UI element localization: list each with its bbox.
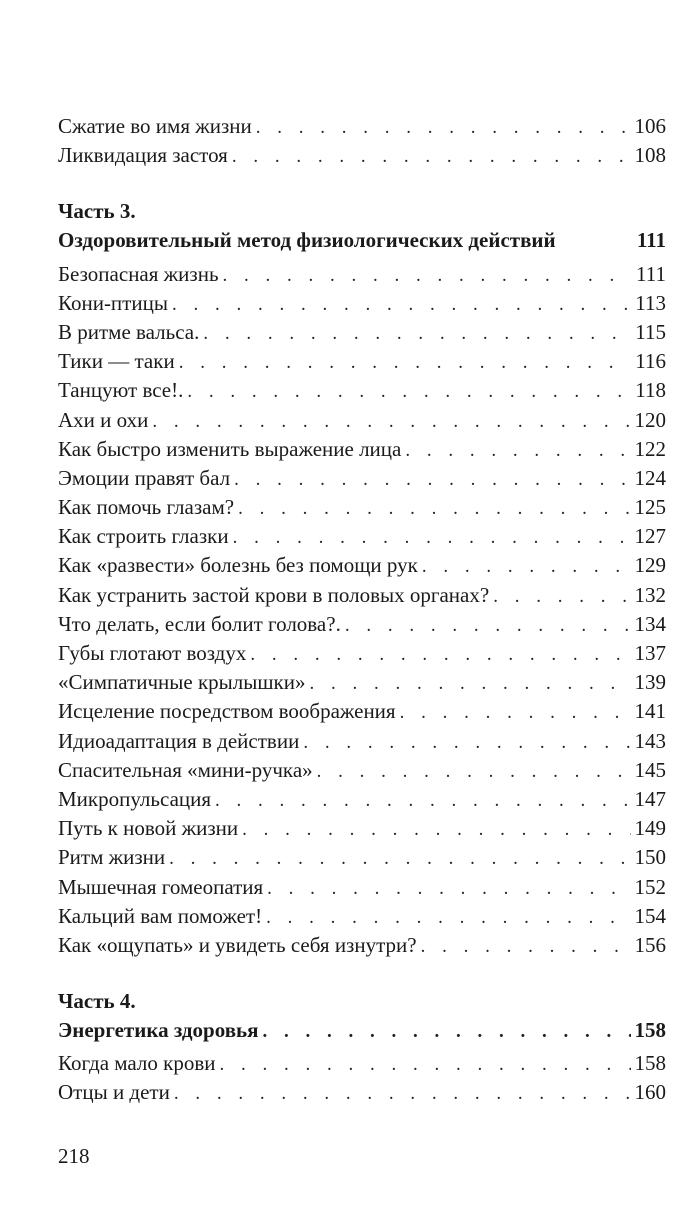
dot-leader [309,669,630,698]
dot-leader [179,348,632,377]
toc-entry [58,551,666,580]
dot-leader [215,786,630,815]
toc-entry-title: Ахи и охи [58,407,149,432]
toc-entry [58,376,666,405]
toc-entry-title: Кальций вам поможет! [58,903,263,928]
toc-entry-title: «Симпатичные крылышки» [58,670,306,695]
toc-entry [58,668,666,697]
toc-entry [58,522,666,551]
dot-leader [493,582,630,611]
toc-entry [58,843,666,872]
toc-entry [58,347,666,376]
toc-entry [58,756,666,785]
toc-entry-title: Эмоции правят бал [58,465,231,490]
toc-entry-page: 129 [634,553,666,578]
toc-entry [58,1049,666,1078]
dot-leader [421,932,631,961]
toc-entry-page: 132 [634,582,666,607]
toc-entry [58,289,666,318]
part-4-heading [58,1016,666,1045]
toc-entry [58,727,666,756]
toc-entry-page: 124 [634,465,666,490]
dot-leader [174,1079,631,1108]
dot-leader [172,290,631,319]
toc-entry-page: 152 [634,874,666,899]
dot-leader [256,113,631,142]
toc-entry-title: Как «развести» болезнь без помощи рук [58,553,418,578]
part-3-section [58,196,666,960]
part-3-heading [58,226,666,255]
toc-entry-page: 113 [635,290,666,315]
toc-entry-page: 150 [634,845,666,870]
dot-leader [203,319,631,348]
dot-leader [250,640,630,669]
toc-entry [58,141,666,170]
part-4-page: 158 [634,1018,666,1043]
toc-entry [58,902,666,931]
toc-entry-title: Сжатие во имя жизни [58,114,252,138]
toc-entry [58,435,666,464]
table-of-contents [58,112,666,1108]
toc-entry-page: 116 [635,349,666,374]
dot-leader [400,698,631,727]
toc-entry-title: Безопасная жизнь [58,261,219,286]
toc-entry-title: Как устранить застой крови в половых органах? [58,582,490,607]
toc-entry [58,493,666,522]
dot-leader [223,261,633,290]
toc-entry-page: 115 [635,319,666,344]
dot-leader [220,1050,631,1079]
dot-leader [266,903,630,932]
toc-entry-title: Когда мало крови [58,1051,216,1076]
dot-leader [187,377,631,406]
toc-entry-page: 134 [634,611,666,636]
part-3-page: 111 [636,228,666,253]
toc-entry-page: 143 [634,728,666,753]
toc-entry-title: Исцеление посредством воображения [58,699,396,724]
part-4-entries [58,1049,666,1107]
toc-entry-title: Губы глотают воздух [58,641,247,665]
toc-entry [58,697,666,726]
dot-leader [345,611,631,640]
toc-entry-page: 147 [634,786,666,811]
toc-entry-title: Тики — таки [58,349,175,374]
toc-entry [58,112,666,141]
toc-entry-title: Идиоадаптация в действии [58,728,300,753]
toc-entry-title: Что делать, если болит голова?. [58,611,341,636]
toc-entry [58,260,666,289]
dot-leader [263,1017,631,1046]
toc-entry [58,610,666,639]
part-4-label: Часть 4. [58,989,136,1014]
toc-entry-title: Как «ощупать» и увидеть себя изнутри? [58,932,417,957]
dot-leader [238,494,630,523]
dot-leader [422,552,631,581]
toc-entry [58,318,666,347]
toc-entry-title: Путь к новой жизни [58,816,239,841]
toc-entry-page: 139 [634,670,666,695]
dot-leader [242,815,630,844]
toc-entry-title: Ритм жизни [58,845,166,870]
toc-entry-page: 108 [634,143,666,168]
toc-entry [58,873,666,902]
part-3-label: Часть 3. [58,199,136,224]
dot-leader [233,523,631,552]
toc-entry-title: Спасительная «мини-ручка» [58,757,313,782]
part-3-entries [58,260,666,961]
toc-entry-page: 145 [634,757,666,782]
toc-entry-page: 149 [634,816,666,841]
toc-entry-title: В ритме вальса. [58,319,200,344]
toc-entry-page: 118 [635,378,666,403]
toc-entry-title: Танцуют все!. [58,378,184,403]
dot-leader [169,844,630,873]
toc-entries-top [58,112,666,170]
toc-entry-title: Микропульсация [58,786,212,811]
toc-entry-page: 141 [634,699,666,724]
toc-entry-page: 106 [634,114,666,138]
toc-entry-page: 160 [634,1080,666,1105]
toc-entry-title: Как строить глазки [58,524,229,549]
toc-entry-title: Кони-птицы [58,290,168,315]
toc-entry [58,406,666,435]
toc-entry-page: 122 [634,436,666,461]
part-3-title: Оздоровительный метод физиологических действий [58,228,556,253]
page-number: 218 [58,1144,90,1168]
toc-entry-page: 111 [636,261,666,286]
part-4-title: Энергетика здоровья [58,1018,259,1043]
toc-entry [58,1078,666,1107]
toc-entry-page: 120 [634,407,666,432]
dot-leader [232,142,631,171]
dot-leader [267,874,630,903]
toc-entry [58,931,666,960]
toc-entry [58,639,666,668]
toc-entry-title: Ликвидация застоя [58,143,228,168]
toc-entry-title: Как помочь глазам? [58,495,235,520]
toc-entry-title: Отцы и дети [58,1080,170,1105]
toc-entry-title: Как быстро изменить выражение лица [58,436,402,461]
toc-entry-page: 137 [634,641,666,665]
toc-entry-title: Мышечная гомеопатия [58,874,264,899]
part-4-section [58,986,666,1108]
toc-entry [58,464,666,493]
dot-leader [152,407,630,436]
toc-entry-page: 158 [634,1051,666,1076]
toc-entry-page: 156 [634,932,666,957]
toc-entry [58,785,666,814]
dot-leader [234,465,630,494]
toc-entry [58,581,666,610]
toc-entry [58,814,666,843]
dot-leader [317,757,631,786]
toc-entry-page: 127 [634,524,666,549]
dot-leader [405,436,630,465]
dot-leader [303,728,630,757]
toc-entry-page: 125 [634,495,666,520]
toc-entry-page: 154 [634,903,666,928]
